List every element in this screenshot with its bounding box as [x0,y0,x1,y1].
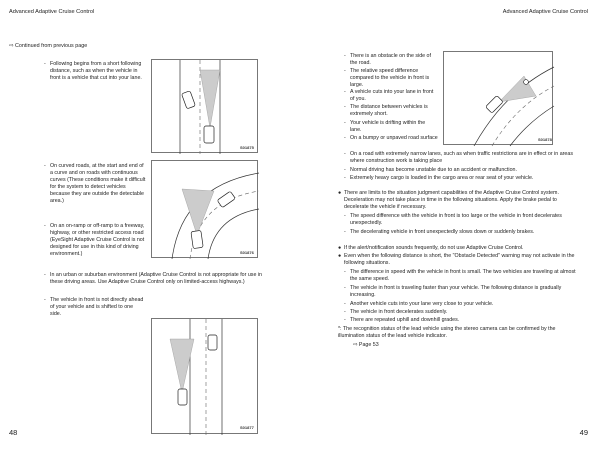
list-item: - On curved roads, at the start and end of a curve and on roads with continuous curves (These conditions make it difficult for the system to detect vehicles because they are outside the detectable area.) [44,163,146,204]
list-item: - On a road with extremely narrow lanes, such as when traffic restrictions are in effect or in areas where construction work is taking place [344,151,573,164]
road-illustration [152,60,259,154]
list-item: - The vehicle in front decelerates suddenly. [344,309,448,315]
left-header: Advanced Adaptive Cruise Control [9,9,95,15]
list-item: - The relative speed difference compared to the vehicle in front is large. [344,68,430,88]
page-number: 48 [9,428,18,437]
list-item: - There are repeated uphill and downhill grades. [344,317,460,323]
figure-code: S01877 [240,425,254,430]
list-item: - Another vehicle cuts into your lane very close to your vehicle. [344,301,494,307]
list-item: - The speed difference with the vehicle in front is too large or the vehicle in front decelerates unexpectedly. [344,213,562,226]
list-item: - Your vehicle is drifting within the lane. [344,120,426,133]
list-item: - The decelerating vehicle in front unexpectedly slows down or suddenly brakes. [344,229,535,235]
list-item: - In an urban or suburban environment (Adaptive Cruise Control is not appropriate for use in these driving areas. Use Adaptive Cruise Control only on limited-access highways.) [44,272,262,285]
figure-offset-vehicle [151,318,258,434]
figure-code: S01878 [538,137,552,142]
list-item: - On an on-ramp or off-ramp to a freeway, highway, or other restricted access road (EyeSight Adaptive Cruise Control is not designed for use in this kind of driving environment.) [44,223,145,257]
figure-drifting [443,51,553,145]
list-item: - Normal driving has become unstable due to an accident or malfunction. [344,167,517,173]
curve-illustration [152,161,259,259]
bullet-item: ● There are limits to the situation judgment capabilities of the Adaptive Cruise Control system. Deceleration may not take place in time in the following situations. Apply the brake pedal to decelerate the vehicle if necessary. [338,190,559,210]
page-reference-link[interactable]: ⇨ Page 53 [353,342,379,348]
list-item: - On a bumpy or unpaved road surface [344,135,438,141]
drift-illustration [444,52,554,146]
figure-straight-road [151,59,258,153]
list-item: - A vehicle cuts into your lane in front of you. [344,89,434,102]
list-item: - Following begins from a short following distance, such as when the vehicle in front is a vehicle that cut into your lane. [44,61,142,81]
footnote: *: The recognition status of the lead vehicle using the stereo camera can be confirmed by the illumination status of the lead vehicle indicator. [338,326,556,339]
figure-curved-road [151,160,258,258]
continued-note: ⇨ Continued from previous page [9,43,88,49]
bullet-item: ● Even when the following distance is short, the "Obstacle Detected" warning may not activate in the following situations. [338,253,575,266]
list-item: - The difference in speed with the vehicle in front is small. The two vehicles are traveling at almost the same speed. [344,269,576,282]
list-item: - The vehicle in front is traveling faster than your vehicle. The following distance is gradually increasing. [344,285,562,298]
list-item: - The distance between vehicles is extremely short. [344,104,428,117]
page-number: 49 [579,428,588,437]
list-item: - Extremely heavy cargo is loaded in the cargo area or rear seat of your vehicle. [344,175,534,181]
bullet-item: ● If the alert/notification sounds frequently, do not use Adaptive Cruise Control. [338,245,524,251]
figure-code: S01875 [240,145,254,150]
list-item: - There is an obstacle on the side of the road. [344,53,431,66]
figure-code: S01876 [240,250,254,255]
offset-illustration [152,319,259,435]
list-item: - The vehicle in front is not directly ahead of your vehicle and is shifted to one side. [44,297,144,317]
right-page [300,0,600,450]
right-header: Advanced Adaptive Cruise Control [502,9,588,15]
